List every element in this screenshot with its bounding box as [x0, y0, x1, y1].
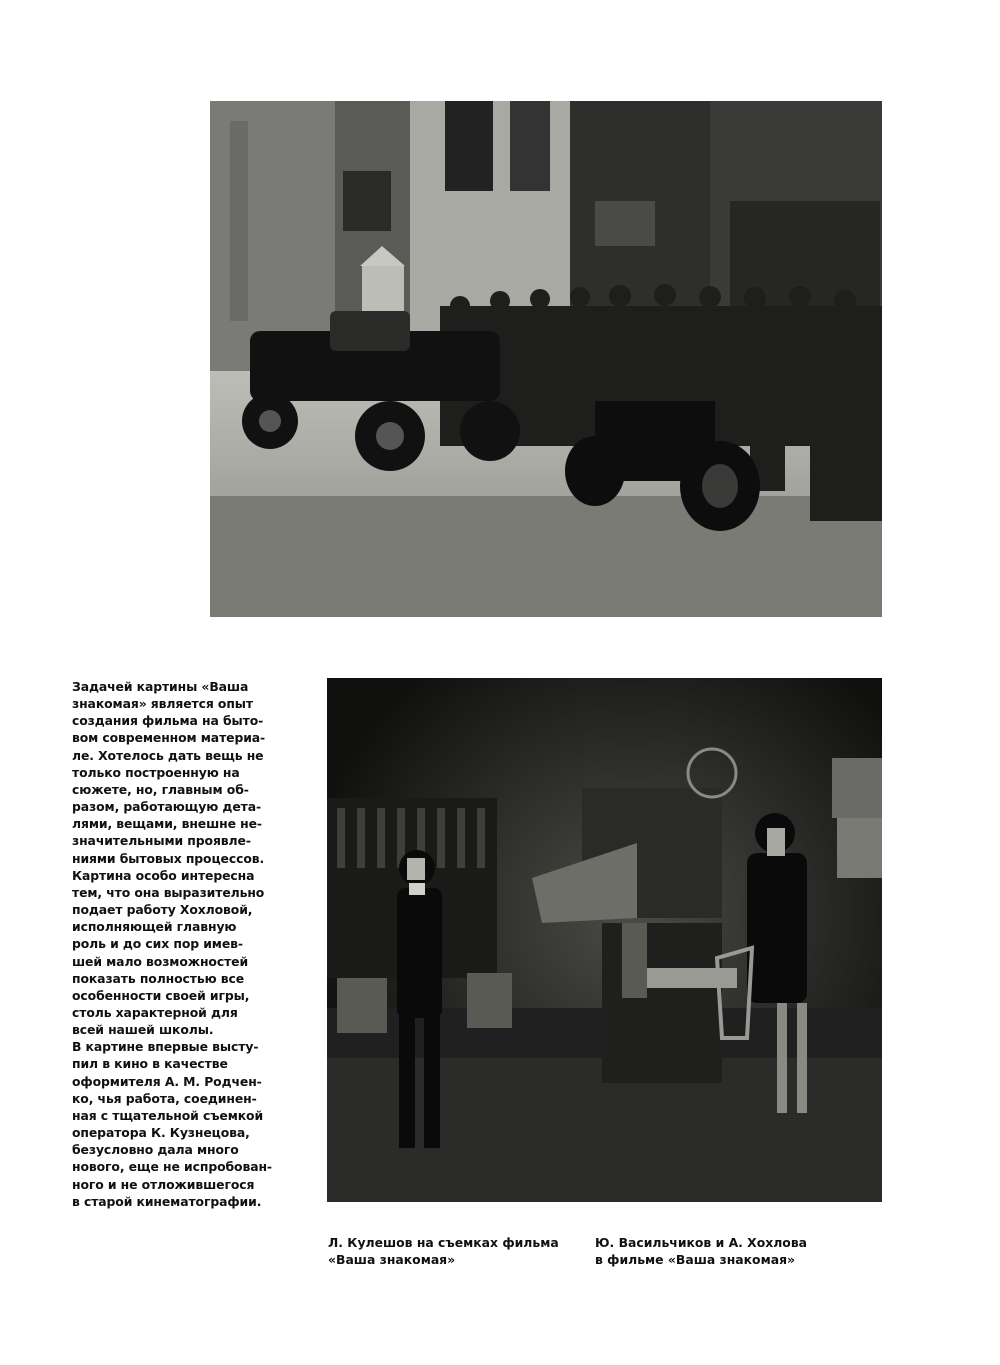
text-line: ная с тщательной съемкой [72, 1107, 264, 1123]
text-line: нового, еще не испробован- [72, 1159, 272, 1175]
text-line: только построенную на [72, 764, 240, 780]
text-line: всей нашей школы. [72, 1022, 214, 1038]
text-line: Картина особо интересна [72, 867, 255, 883]
text-line: тем, что она выразительно [72, 884, 265, 900]
caption-right: Ю. Васильчиков и А. Хохлова в фильме «Ваша знакомая» [595, 1235, 808, 1267]
text-line: шей мало возможностей [72, 953, 249, 969]
text-line: подает работу Хохловой, [72, 902, 253, 918]
text-line: столь характерной для [72, 1004, 238, 1020]
text-line: исполняющей главную [72, 919, 237, 935]
text-line: Задачей картины «Ваша [72, 679, 249, 694]
text-line: в старой кинематографии. [72, 1193, 262, 1209]
text-line: оформителя А. М. Родчен- [72, 1073, 262, 1089]
text-line: создания фильма на быто- [72, 713, 264, 729]
text-line: В картине впервые высту- [72, 1039, 259, 1055]
text-line: оператора К. Кузнецова, [72, 1125, 250, 1141]
text-line: значительными проявле- [72, 833, 251, 849]
film-still-photo [327, 678, 882, 1202]
text-line: ле. Хотелось дать вещь не [72, 747, 264, 763]
text-line: безусловно дала много [72, 1142, 239, 1158]
text-line: лями, вещами, внешне не- [72, 816, 262, 832]
text-line: показать полностью все [72, 970, 245, 986]
text-line: ного и не отложившегося [72, 1176, 255, 1192]
text-line: сюжете, но, главным об- [72, 781, 249, 797]
text-line: вом современном материа- [72, 730, 266, 746]
text-line: ко, чья работа, соединен- [72, 1090, 257, 1106]
film-still-image [327, 678, 882, 1202]
text-line: знакомая» является опыт [72, 696, 253, 712]
caption-left: Л. Кулешов на съемках фильма «Ваша знакомая» [328, 1235, 559, 1267]
text-line: пил в кино в качестве [72, 1056, 228, 1072]
street-scene-image [210, 101, 882, 617]
text-line: особенности своей игры, [72, 987, 250, 1003]
street-scene-photo [210, 101, 882, 617]
text-line: роль и до сих пор имев- [72, 936, 243, 952]
article-text [72, 678, 284, 1210]
text-line: ниями бытовых процессов. [72, 850, 265, 866]
text-line: разом, работающую дета- [72, 799, 262, 815]
